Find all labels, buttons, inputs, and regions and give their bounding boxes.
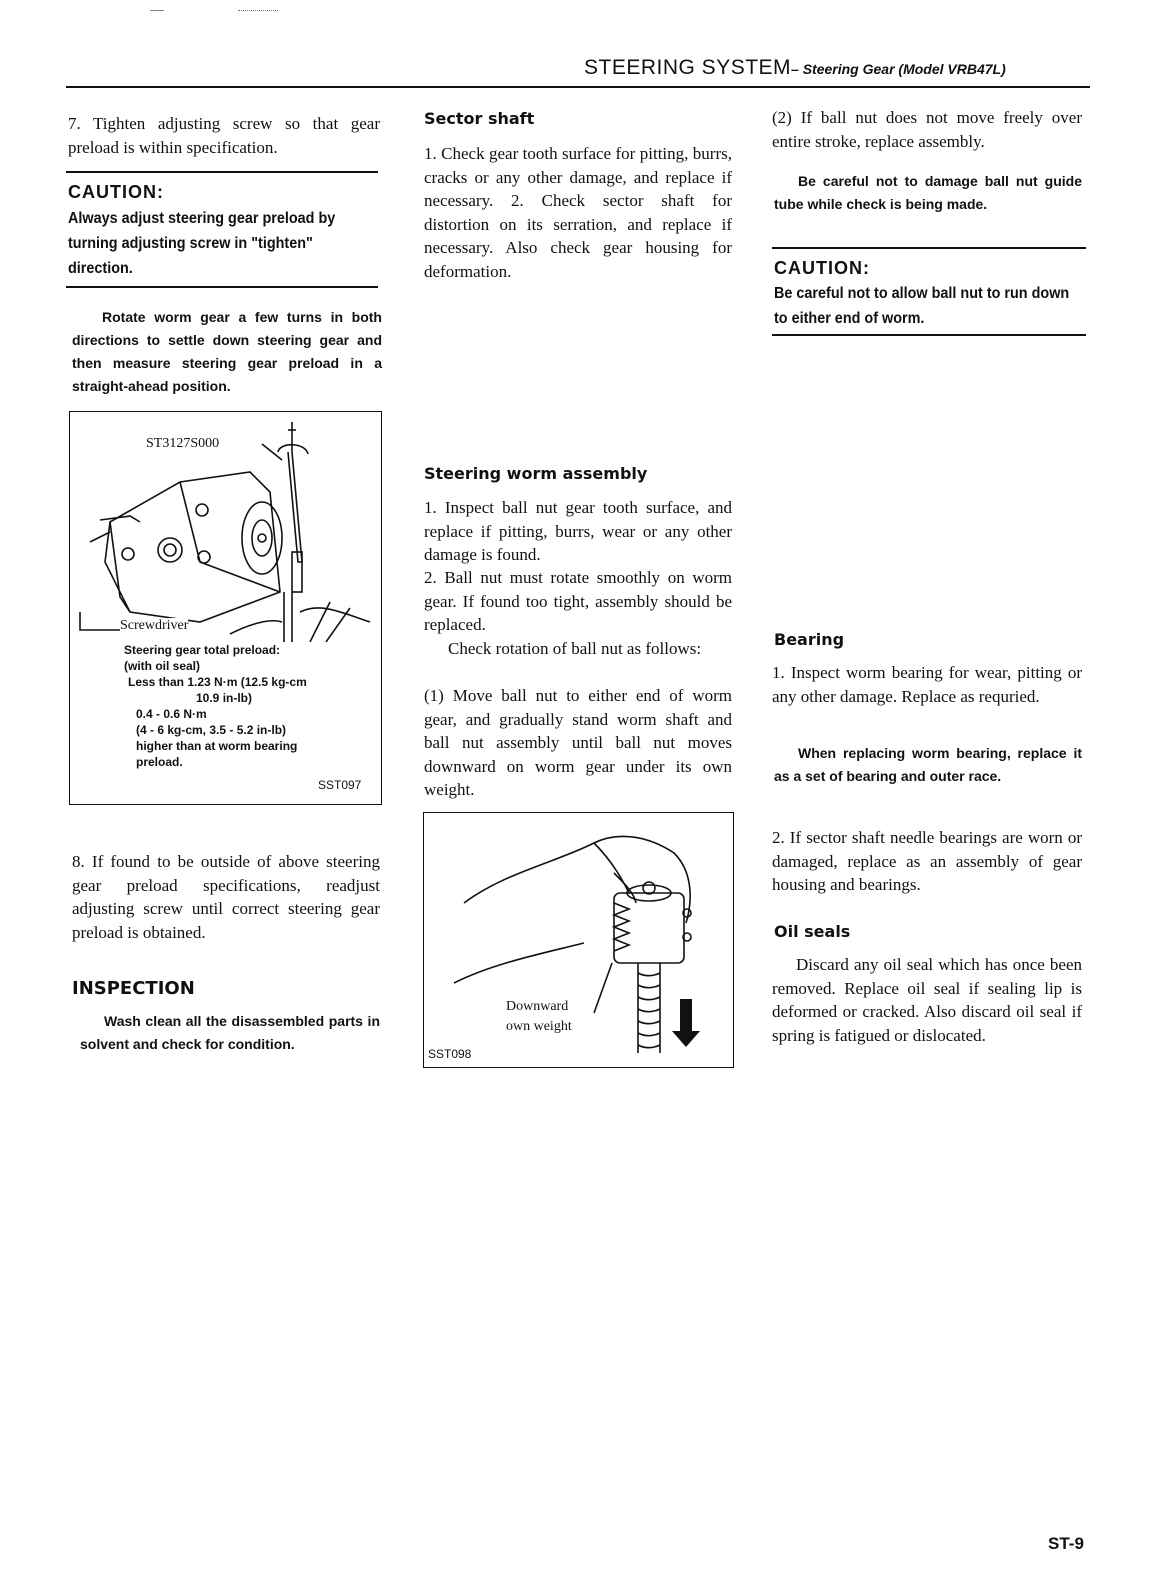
worm-step-2: 2. Ball nut must rotate smoothly on worm gear. If found too tight, assembly should be replaced. [424,568,732,634]
oil-seals-text: Discard any oil seal which has once been removed. Replace oil seal if sealing lip is deformed or cracked. Also discard oil seal if spring is fatigued or dislocated. [772,955,1082,1045]
bearing-step-2: 2. If sector shaft needle bearings are worn or damaged, replace as an assembly of gear housing and bearings. [772,828,1082,894]
caution1-heading: CAUTION: [68,182,164,202]
spec-line: (4 - 6 kg-cm, 3.5 - 5.2 in-lb) [136,723,287,737]
header-subtitle: – Steering Gear (Model VRB47L) [791,61,1006,77]
header-rule [66,86,1090,88]
figure-code: SST098 [428,1047,472,1061]
bearing-note: When replacing worm bearing, replace it as a set of bearing and outer race. [774,745,1082,784]
inspection-heading: INSPECTION [72,978,195,999]
caution1-text: Always adjust steering gear preload by turning adjusting screw in "tighten" direction. [68,210,336,277]
steering-worm-heading: Steering worm assembly [424,464,648,483]
steering-gear-illustration [70,412,381,642]
caution1-bottom-rule [66,286,378,288]
preload-spec [124,642,374,770]
spec-line: higher than at worm bearing [136,739,298,753]
scan-mark [238,10,278,11]
header-title: STEERING SYSTEM [584,56,792,79]
ball-nut-step-2: (2) If ball nut does not move freely over entire stroke, replace assembly. [772,108,1082,151]
figure-ball-nut-rotation [423,812,734,1068]
worm-step-1-sub: (1) Move ball nut to either end of worm gear, and gradually stand worm shaft and ball nut assembly until ball nut moves downward on worm gear under its own weight. [424,686,732,799]
own-weight-label: own weight [506,1019,572,1034]
rotate-note: Rotate worm gear a few turns in both directions to settle down steering gear and then measure steering gear preload in a straight-ahead position. [72,309,382,394]
spec-line: 10.9 in-lb) [196,691,253,705]
inspection-note: Wash clean all the disassembled parts in solvent and check for condition. [80,1013,380,1052]
spec-line: preload. [136,755,183,769]
page-header [584,56,1090,80]
spec-title: Steering gear total preload: [124,643,281,657]
spec-line: 0.4 - 0.6 N·m [136,707,207,721]
caution2-heading: CAUTION: [774,258,870,278]
sector-shaft-text: 1. Check gear tooth surface for pitting, burrs, cracks or any other damage, and replace if necessary. 2. Check sector shaft for distortion on its serration, and replace if necessary. Also check gear housing for deformation. [424,144,732,281]
downward-label: Downward [506,999,569,1014]
figure-preload-measurement [69,411,382,805]
page-number: ST-9 [1048,1534,1084,1553]
caution2-top-rule [772,247,1086,249]
step-8: 8. If found to be outside of above steering gear preload specifications, readjust adjusting screw until correct steering gear preload is obtained. [72,852,380,942]
ball-nut-illustration [424,813,733,1067]
worm-check: Check rotation of ball nut as follows: [448,639,702,658]
figure-code: SST097 [318,778,362,792]
caution1-top-rule [66,171,378,173]
step-7: 7. Tighten adjusting screw so that gear preload is within specification. [68,114,380,157]
tool-label: ST3127S000 [146,436,220,451]
worm-step-1: 1. Inspect ball nut gear tooth surface, and replace if pitting, burrs, wear or any other damage is found. [424,498,732,564]
screwdriver-label: Screwdriver [120,618,189,633]
bearing-step-1: 1. Inspect worm bearing for wear, pitting or any other damage. Replace as requried. [772,663,1082,706]
bearing-heading: Bearing [774,630,845,649]
sector-shaft-heading: Sector shaft [424,109,535,128]
scan-mark [150,10,164,11]
caution2-text: Be careful not to allow ball nut to run down to either end of worm. [774,285,1070,327]
caution2-bottom-rule [772,334,1086,336]
spec-line: Less than 1.23 N·m (12.5 kg-cm [128,675,307,689]
guide-tube-note: Be careful not to damage ball nut guide tube while check is being made. [774,173,1082,212]
spec-line: (with oil seal) [124,659,201,673]
oil-seals-heading: Oil seals [774,922,851,941]
